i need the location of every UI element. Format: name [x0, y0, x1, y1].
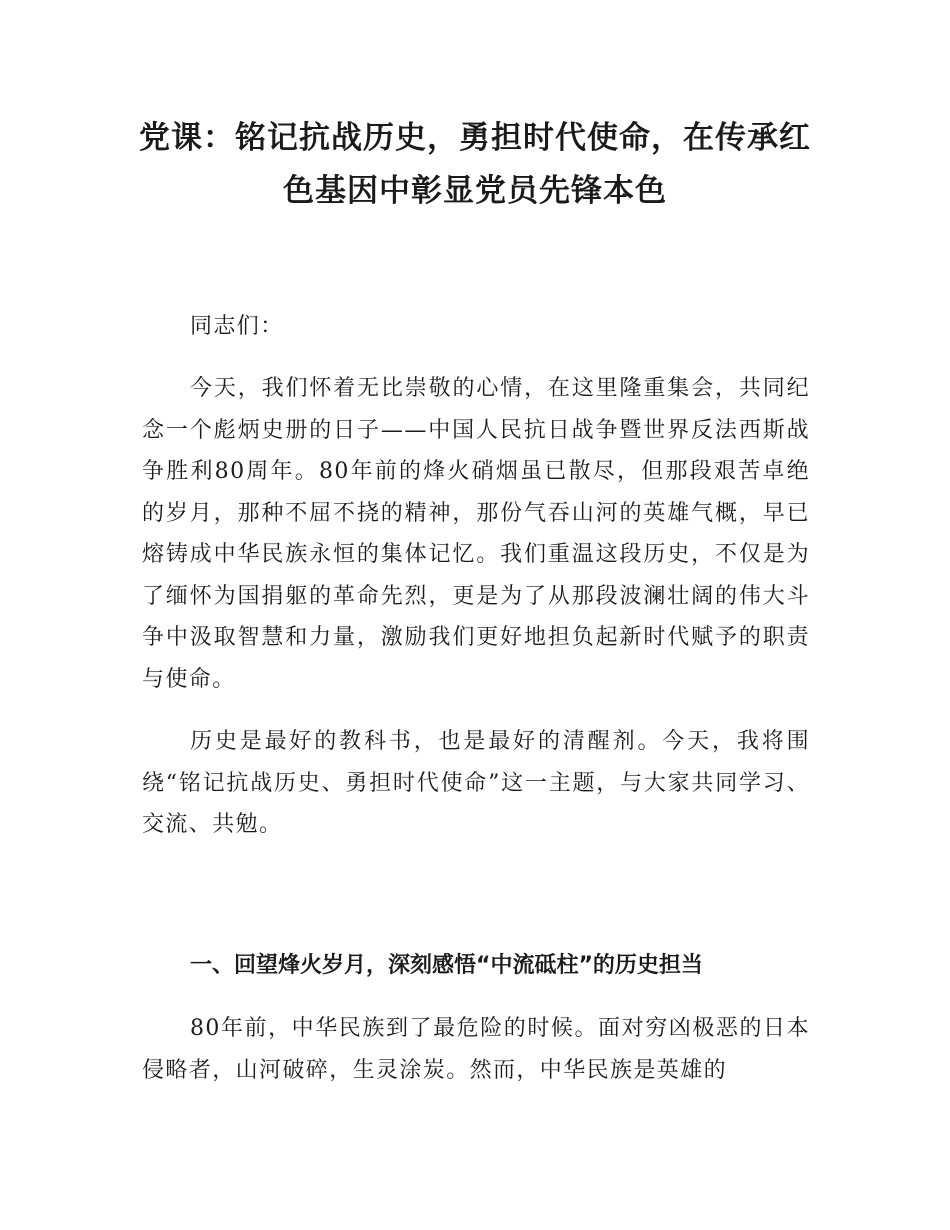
section-heading: 一、回望烽火岁月，深刻感悟“中流砥柱”的历史担当: [190, 953, 703, 978]
document-title: 党课：铭记抗战历史，勇担时代使命，在传承红色基因中彰显党员先锋本色: [139, 120, 811, 209]
paragraph-opening: 今天，我们怀着无比崇敬的心情，在这里隆重集会，共同纪念一个彪炳史册的日子——中国人民抗日战争暨世界反法西斯战争胜利80周年。80年前的烽火硝烟虽已散尽，但那段艰苦卓绝的岁月，那种不屈不挠的精神，那份气吞山河的英雄气概，早已熔铸成中华民族永恒的集体记忆。我们重温这段历史，不仅是为了缅怀为国捐躯的革命先烈，更是为了从那段波澜壮阔的伟大斗争中汲取智慧和力量，激励我们更好地担负起新时代赋予的职责与使命。: [142, 376, 810, 692]
paragraph-theme: 历史是最好的教科书，也是最好的清醒剂。今天，我将围绕“铭记抗战历史、勇担时代使命”这一主题，与大家共同学习、交流、共勉。: [142, 729, 810, 837]
section-paragraph: 80年前，中华民族到了最危险的时候。面对穷凶极恶的日本侵略者，山河破碎，生灵涂炭。然而，中华民族是英雄的: [142, 1016, 810, 1083]
salutation: 同志们：: [190, 314, 284, 339]
